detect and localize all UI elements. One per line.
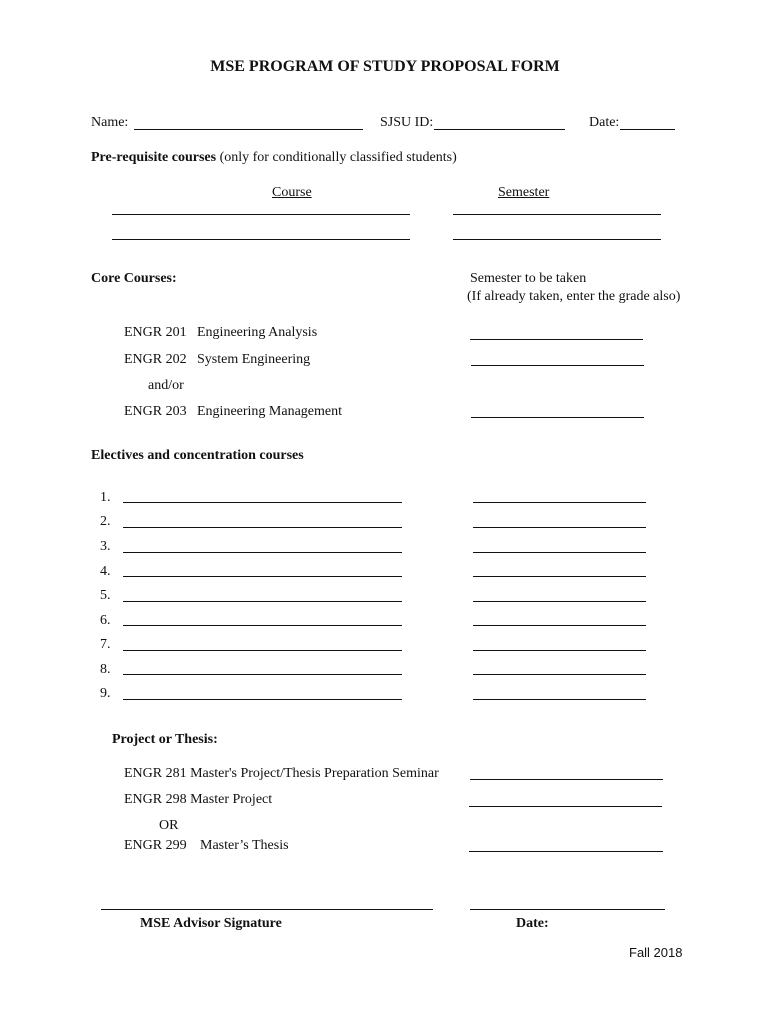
sjsu-id-field[interactable]	[434, 112, 565, 130]
form-title: MSE PROGRAM OF STUDY PROPOSAL FORM	[210, 58, 560, 75]
elective-1-semester-field[interactable]	[473, 485, 646, 503]
date-field[interactable]	[620, 112, 675, 130]
thesis-299-semester-field[interactable]	[469, 834, 663, 852]
core-course-1-title: Engineering Analysis	[197, 325, 318, 340]
elective-6-course-field[interactable]	[123, 608, 402, 626]
elective-number-4: 4.	[100, 564, 111, 579]
elective-5-semester-field[interactable]	[473, 584, 646, 602]
prereq-course-1-field[interactable]	[112, 197, 410, 215]
advisor-signature-field[interactable]	[101, 892, 433, 910]
elective-7-course-field[interactable]	[123, 633, 402, 651]
core-course-3-semester-field[interactable]	[471, 400, 644, 418]
elective-7-semester-field[interactable]	[473, 633, 646, 651]
footer-term: Fall 2018	[629, 945, 683, 960]
project-298-semester-field[interactable]	[469, 789, 662, 807]
name-field[interactable]	[134, 112, 363, 130]
or-label: OR	[159, 818, 179, 833]
core-course-3-title: Engineering Management	[197, 404, 343, 419]
project-item-281: ENGR 281 Master's Project/Thesis Preparation Seminar	[124, 766, 439, 781]
project-item-298: ENGR 298 Master Project	[124, 792, 273, 807]
elective-number-6: 6.	[100, 613, 111, 628]
project-281-semester-field[interactable]	[470, 762, 663, 780]
prereq-semester-1-field[interactable]	[453, 197, 661, 215]
sjsu-id-label: SJSU ID:	[380, 115, 434, 130]
name-label: Name:	[91, 115, 129, 130]
core-course-2-semester-field[interactable]	[471, 348, 644, 366]
thesis-299-code: ENGR 299	[124, 838, 187, 853]
core-course-2-title: System Engineering	[197, 352, 311, 367]
elective-number-9: 9.	[100, 686, 111, 701]
course-column-header: Course	[272, 185, 312, 200]
elective-9-course-field[interactable]	[123, 682, 402, 700]
elective-5-course-field[interactable]	[123, 584, 402, 602]
electives-heading: Electives and concentration courses	[91, 448, 304, 463]
elective-number-8: 8.	[100, 662, 111, 677]
prereq-heading-row	[91, 150, 457, 166]
semester-column-header: Semester	[498, 185, 550, 200]
elective-number-5: 5.	[100, 588, 111, 603]
elective-8-course-field[interactable]	[123, 657, 402, 675]
elective-2-semester-field[interactable]	[473, 510, 646, 528]
elective-3-course-field[interactable]	[123, 535, 402, 553]
core-course-1-code: ENGR 201	[124, 325, 187, 340]
prereq-heading: Pre-requisite courses	[91, 150, 217, 165]
elective-9-semester-field[interactable]	[473, 682, 646, 700]
elective-4-semester-field[interactable]	[473, 559, 646, 577]
core-heading: Core Courses:	[91, 271, 177, 286]
signature-date-label: Date:	[516, 916, 549, 931]
semester-note-2: (If already taken, enter the grade also)	[467, 289, 681, 304]
prereq-note: (only for conditionally classified students)	[216, 150, 457, 165]
prereq-semester-2-field[interactable]	[453, 222, 661, 240]
elective-2-course-field[interactable]	[123, 510, 402, 528]
elective-number-2: 2.	[100, 514, 111, 529]
elective-number-3: 3.	[100, 539, 111, 554]
elective-number-1: 1.	[100, 490, 111, 505]
prereq-course-2-field[interactable]	[112, 222, 410, 240]
elective-3-semester-field[interactable]	[473, 535, 646, 553]
project-heading: Project or Thesis:	[112, 732, 218, 747]
core-course-1-semester-field[interactable]	[470, 322, 643, 340]
elective-8-semester-field[interactable]	[473, 657, 646, 675]
elective-number-7: 7.	[100, 637, 111, 652]
elective-1-course-field[interactable]	[123, 485, 402, 503]
signature-date-field[interactable]	[470, 892, 665, 910]
core-course-3-code: ENGR 203	[124, 404, 187, 419]
semester-note-1: Semester to be taken	[470, 271, 587, 286]
andor-label: and/or	[148, 378, 184, 393]
advisor-signature-label: MSE Advisor Signature	[140, 916, 282, 931]
date-label: Date:	[589, 115, 620, 130]
thesis-299-title: Master’s Thesis	[200, 838, 289, 853]
core-course-2-code: ENGR 202	[124, 352, 187, 367]
elective-4-course-field[interactable]	[123, 559, 402, 577]
elective-6-semester-field[interactable]	[473, 608, 646, 626]
